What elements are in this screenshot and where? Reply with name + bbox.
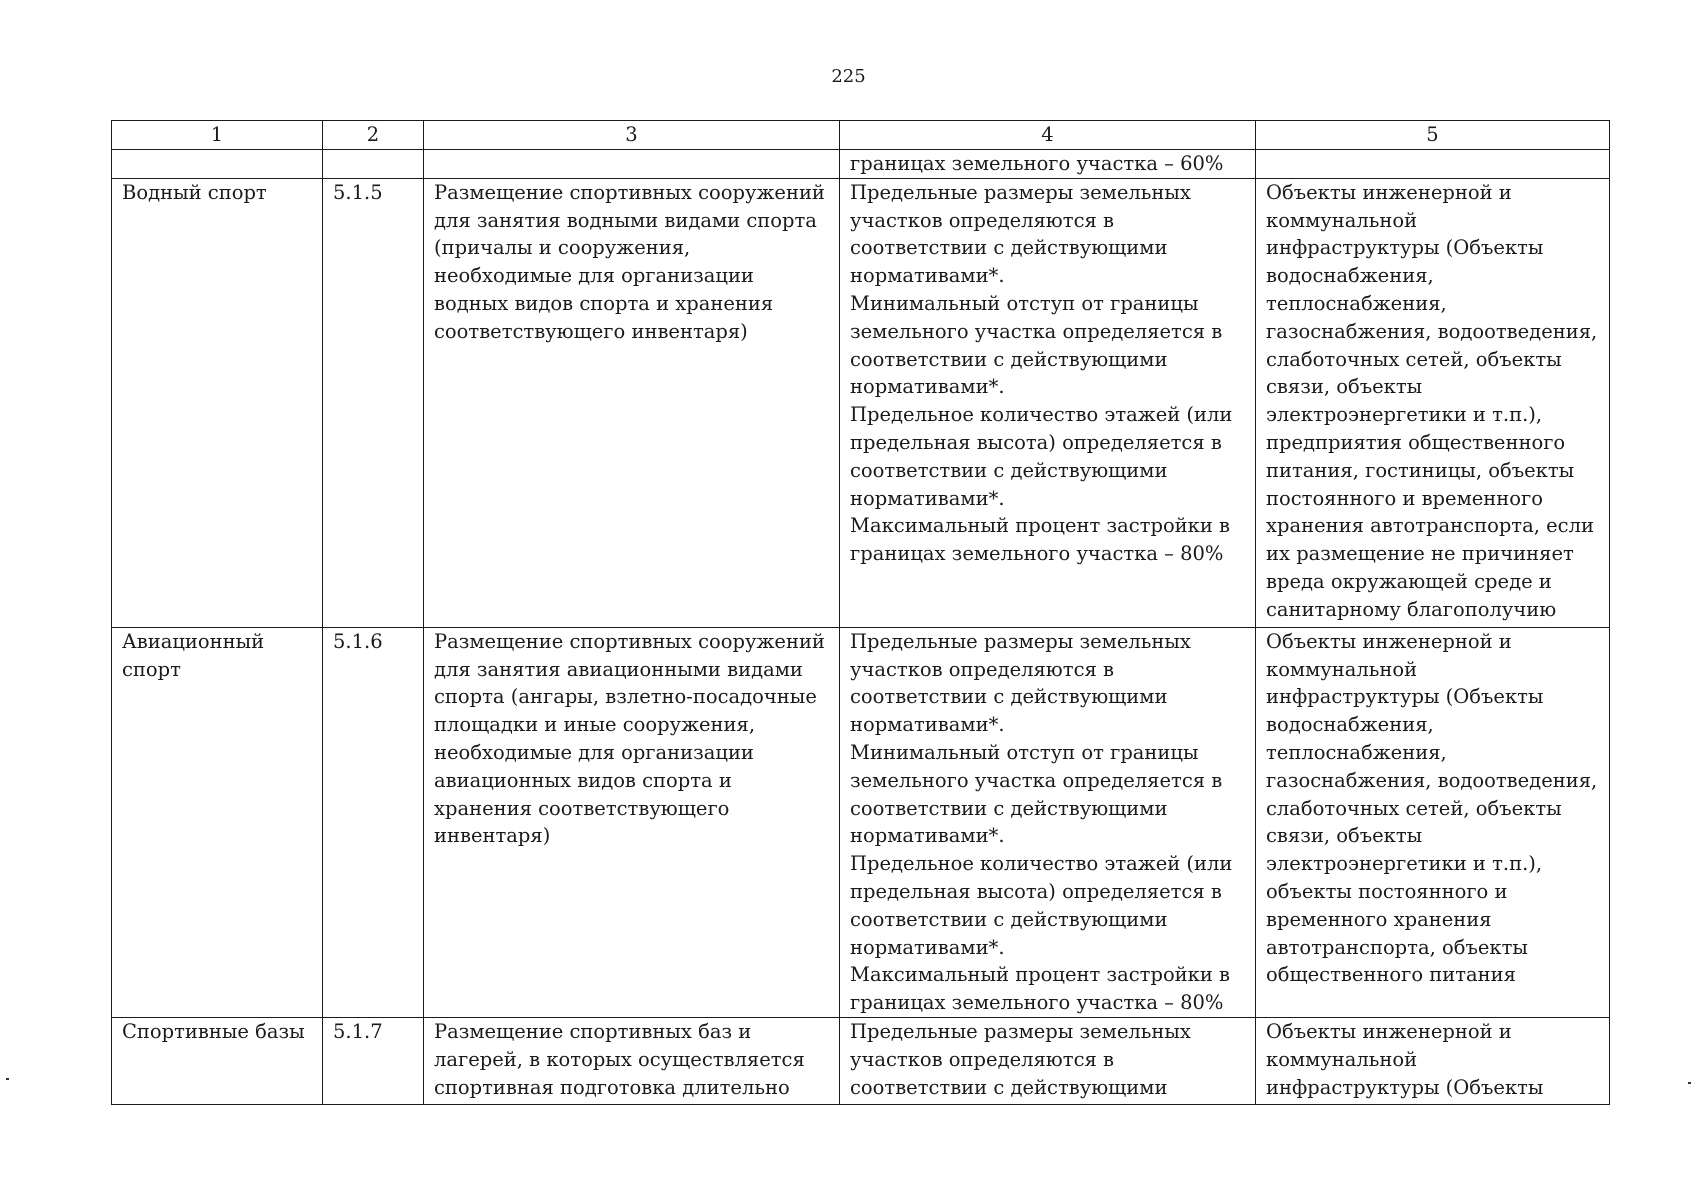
column-number-1: 1	[112, 121, 323, 150]
text-line: Водный спорт	[122, 180, 267, 204]
text-line: питания, гостиницы, объекты	[1266, 458, 1575, 482]
text-line: автотранспорта, объекты	[1266, 935, 1528, 959]
text-line: хранения автотранспорта, если	[1266, 514, 1594, 538]
continuation-cell-2	[323, 150, 424, 179]
text-line: границах земельного участка – 60%	[850, 152, 1224, 175]
text-line: соответствии с действующими	[850, 1075, 1168, 1099]
text-line: Минимальный отступ от границы	[850, 740, 1199, 764]
text-line: Размещение спортивных баз и	[434, 1019, 752, 1043]
text-line: соответствии с действующими	[850, 907, 1168, 931]
text-line: границах земельного участка – 80%	[850, 991, 1224, 1015]
text-line: теплоснабжения,	[1266, 740, 1447, 764]
column-number-4: 4	[840, 121, 1256, 150]
column-number-3: 3	[424, 121, 840, 150]
continuation-cell-5	[1256, 150, 1610, 179]
text-line: соответствии с действующими	[850, 458, 1168, 482]
text-line: связи, объекты	[1266, 824, 1423, 848]
text-line: инфраструктуры (Объекты	[1266, 1075, 1544, 1099]
text-line: временного хранения	[1266, 907, 1492, 931]
use-type-auxiliary	[1256, 1017, 1610, 1104]
text-line: водоснабжения,	[1266, 264, 1434, 288]
text-line: участков определяются в	[850, 208, 1114, 232]
text-line: лагерей, в которых осуществляется	[434, 1047, 805, 1071]
text-line: постоянного и временного	[1266, 486, 1543, 510]
text-line: Максимальный процент застройки в	[850, 963, 1231, 987]
text-line: коммунальной	[1266, 208, 1418, 232]
text-line: площадки и иные сооружения,	[434, 713, 756, 737]
text-line: нормативами*.	[850, 264, 1005, 288]
text-line: для занятия водными видами спорта	[434, 208, 817, 232]
text-line: земельного участка определяется в	[850, 319, 1223, 343]
text-line: предприятия общественного	[1266, 430, 1566, 454]
text-line: слаботочных сетей, объекты	[1266, 796, 1562, 820]
text-line: Предельные размеры земельных	[850, 1019, 1191, 1043]
text-line: инфраструктуры (Объекты	[1266, 685, 1544, 709]
use-type-description	[424, 1017, 840, 1104]
table-row	[112, 627, 1610, 1017]
use-type-parameters	[840, 627, 1256, 1017]
text-line: электроэнергетики и т.п.),	[1266, 852, 1543, 876]
text-line: для занятия авиационными видами	[434, 657, 803, 681]
column-number-2: 2	[323, 121, 424, 150]
text-line: нормативами*.	[850, 935, 1005, 959]
text-line: соответствии с действующими	[850, 796, 1168, 820]
text-line: нормативами*.	[850, 486, 1005, 510]
text-line: водных видов спорта и хранения	[434, 291, 774, 315]
text-line: Максимальный процент застройки в	[850, 514, 1231, 538]
text-line: (причалы и сооружения,	[434, 236, 691, 260]
text-line: соответствии с действующими	[850, 685, 1168, 709]
text-line: нормативами*.	[850, 375, 1005, 399]
text-line: спорт	[122, 657, 181, 681]
text-line: Предельные размеры земельных	[850, 629, 1191, 653]
text-line: санитарному благополучию	[1266, 597, 1557, 621]
text-line: авиационных видов спорта и	[434, 768, 732, 792]
text-line: необходимые для организации	[434, 740, 754, 764]
text-line: участков определяются в	[850, 657, 1114, 681]
zoning-table	[111, 120, 1610, 1105]
text-line: общественного питания	[1266, 963, 1516, 987]
text-line: объекты постоянного и	[1266, 879, 1508, 903]
text-line: участков определяются в	[850, 1047, 1114, 1071]
text-line: газоснабжения, водоотведения,	[1266, 768, 1598, 792]
table-row	[112, 178, 1610, 627]
use-type-code: 5.1.6	[323, 627, 424, 1017]
use-type-auxiliary	[1256, 178, 1610, 627]
table-row	[112, 1017, 1610, 1104]
text-line: нормативами*.	[850, 713, 1005, 737]
text-line: Спортивные базы	[122, 1019, 305, 1043]
use-type-name	[112, 627, 323, 1017]
use-type-name	[112, 178, 323, 627]
use-type-name	[112, 1017, 323, 1104]
text-line: Авиационный	[122, 629, 265, 653]
text-line: необходимые для организации	[434, 264, 754, 288]
use-type-parameters	[840, 1017, 1256, 1104]
text-line: предельная высота) определяется в	[850, 879, 1222, 903]
continuation-row	[112, 150, 1610, 179]
text-line: соответствии с действующими	[850, 236, 1168, 260]
text-line: инвентаря)	[434, 824, 551, 848]
scan-mark-left	[6, 1078, 9, 1080]
use-type-code: 5.1.7	[323, 1017, 424, 1104]
text-line: Размещение спортивных сооружений	[434, 629, 825, 653]
text-line: Объекты инженерной и	[1266, 1019, 1512, 1043]
continuation-cell-1	[112, 150, 323, 179]
text-line: Объекты инженерной и	[1266, 180, 1512, 204]
text-line: водоснабжения,	[1266, 713, 1434, 737]
page-number: 225	[831, 66, 866, 87]
text-line: электроэнергетики и т.п.),	[1266, 403, 1543, 427]
use-type-code: 5.1.5	[323, 178, 424, 627]
text-line: слаботочных сетей, объекты	[1266, 347, 1562, 371]
use-type-parameters	[840, 178, 1256, 627]
use-type-description	[424, 627, 840, 1017]
text-line: Размещение спортивных сооружений	[434, 180, 825, 204]
text-line: спортивная подготовка длительно	[434, 1075, 790, 1099]
text-line: предельная высота) определяется в	[850, 430, 1222, 454]
text-line: спорта (ангары, взлетно-посадочные	[434, 685, 817, 709]
text-line: границах земельного участка – 80%	[850, 542, 1224, 566]
text-line: вреда окружающей среде и	[1266, 569, 1552, 593]
column-number-5: 5	[1256, 121, 1610, 150]
text-line: их размещение не причиняет	[1266, 542, 1574, 566]
text-line: газоснабжения, водоотведения,	[1266, 319, 1598, 343]
continuation-parameters-cell	[840, 150, 1256, 179]
text-line: соответствующего инвентаря)	[434, 319, 748, 343]
text-line: Предельное количество этажей (или	[850, 403, 1233, 427]
text-line: инфраструктуры (Объекты	[1266, 236, 1544, 260]
text-line: коммунальной	[1266, 657, 1418, 681]
text-line: нормативами*.	[850, 824, 1005, 848]
text-line: Объекты инженерной и	[1266, 629, 1512, 653]
text-line: коммунальной	[1266, 1047, 1418, 1071]
text-line: Предельное количество этажей (или	[850, 852, 1233, 876]
text-line: Минимальный отступ от границы	[850, 291, 1199, 315]
continuation-cell-3	[424, 150, 840, 179]
text-line: связи, объекты	[1266, 375, 1423, 399]
text-line: Предельные размеры земельных	[850, 180, 1191, 204]
use-type-description	[424, 178, 840, 627]
scan-mark-right	[1688, 1082, 1691, 1084]
table-header-row	[112, 121, 1610, 150]
text-line: теплоснабжения,	[1266, 291, 1447, 315]
use-type-auxiliary	[1256, 627, 1610, 1017]
text-line: соответствии с действующими	[850, 347, 1168, 371]
text-line: хранения соответствующего	[434, 796, 730, 820]
text-line: земельного участка определяется в	[850, 768, 1223, 792]
